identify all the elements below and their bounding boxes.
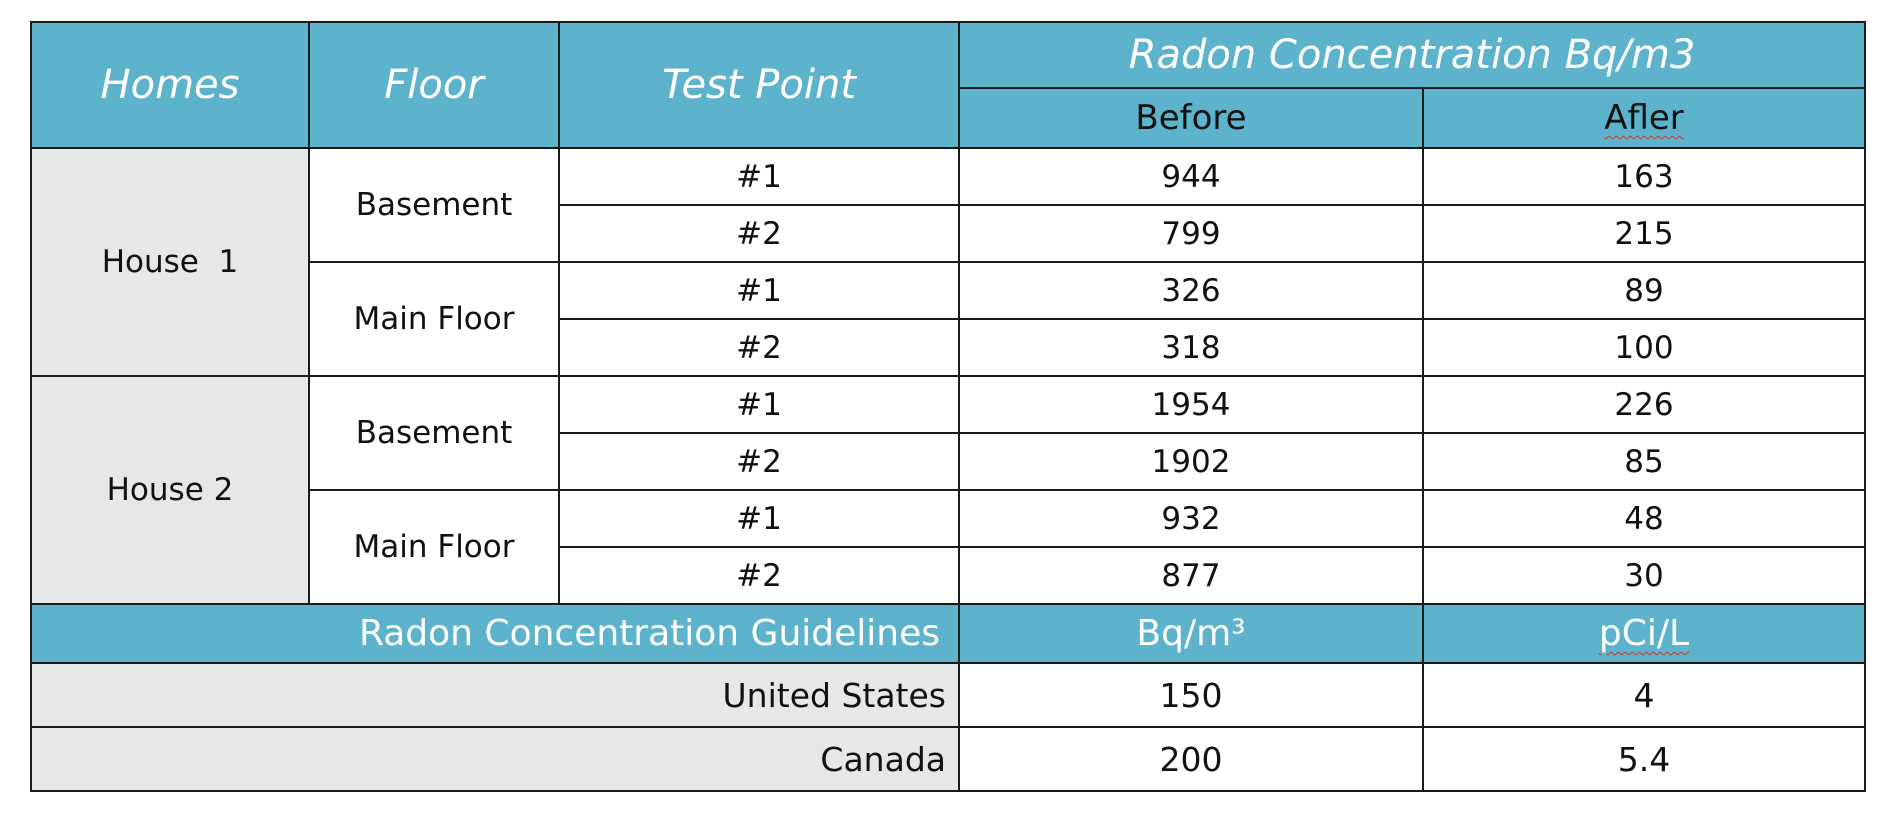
home-name: House 2 — [31, 376, 309, 604]
before-value: 932 — [959, 490, 1423, 547]
test-point: #2 — [559, 205, 959, 262]
guidelines-row — [31, 663, 1865, 727]
guideline-pci: 5.4 — [1423, 727, 1865, 791]
header-floor: Floor — [309, 22, 559, 148]
floor-name: Main Floor — [309, 490, 559, 604]
floor-name: Main Floor — [309, 262, 559, 376]
guidelines-row — [31, 727, 1865, 791]
test-point: #2 — [559, 433, 959, 490]
after-value: 30 — [1423, 547, 1865, 604]
before-value: 944 — [959, 148, 1423, 205]
before-value: 326 — [959, 262, 1423, 319]
before-value: 799 — [959, 205, 1423, 262]
after-value: 89 — [1423, 262, 1865, 319]
before-value: 877 — [959, 547, 1423, 604]
floor-name: Basement — [309, 376, 559, 490]
radon-table — [30, 21, 1866, 792]
test-point: #2 — [559, 547, 959, 604]
header-before: Before — [959, 88, 1423, 148]
after-value: 163 — [1423, 148, 1865, 205]
table-row — [31, 148, 1865, 205]
guideline-pci: 4 — [1423, 663, 1865, 727]
header-after — [1423, 88, 1865, 148]
after-value: 85 — [1423, 433, 1865, 490]
before-value: 1902 — [959, 433, 1423, 490]
after-value: 48 — [1423, 490, 1865, 547]
guidelines-unit-bq: Bq/m³ — [959, 604, 1423, 663]
floor-name: Basement — [309, 148, 559, 262]
header-radon-concentration: Radon Concentration Bq/m3 — [959, 22, 1865, 88]
guideline-country: United States — [31, 663, 959, 727]
guidelines-unit-pci-text: pCi/L — [1598, 613, 1690, 654]
after-value: 226 — [1423, 376, 1865, 433]
test-point: #1 — [559, 376, 959, 433]
after-value: 215 — [1423, 205, 1865, 262]
before-value: 318 — [959, 319, 1423, 376]
test-point: #1 — [559, 262, 959, 319]
header-after-text: Afler — [1604, 98, 1684, 138]
guidelines-header-row — [31, 604, 1865, 663]
home-name: House 1 — [31, 148, 309, 376]
after-value: 100 — [1423, 319, 1865, 376]
test-point: #1 — [559, 490, 959, 547]
guidelines-title: Radon Concentration Guidelines — [31, 604, 959, 663]
guideline-bq: 150 — [959, 663, 1423, 727]
table-row — [31, 376, 1865, 433]
before-value: 1954 — [959, 376, 1423, 433]
test-point: #1 — [559, 148, 959, 205]
header-homes: Homes — [31, 22, 309, 148]
test-point: #2 — [559, 319, 959, 376]
guideline-country: Canada — [31, 727, 959, 791]
guideline-bq: 200 — [959, 727, 1423, 791]
header-test-point: Test Point — [559, 22, 959, 148]
guidelines-unit-pci — [1423, 604, 1865, 663]
